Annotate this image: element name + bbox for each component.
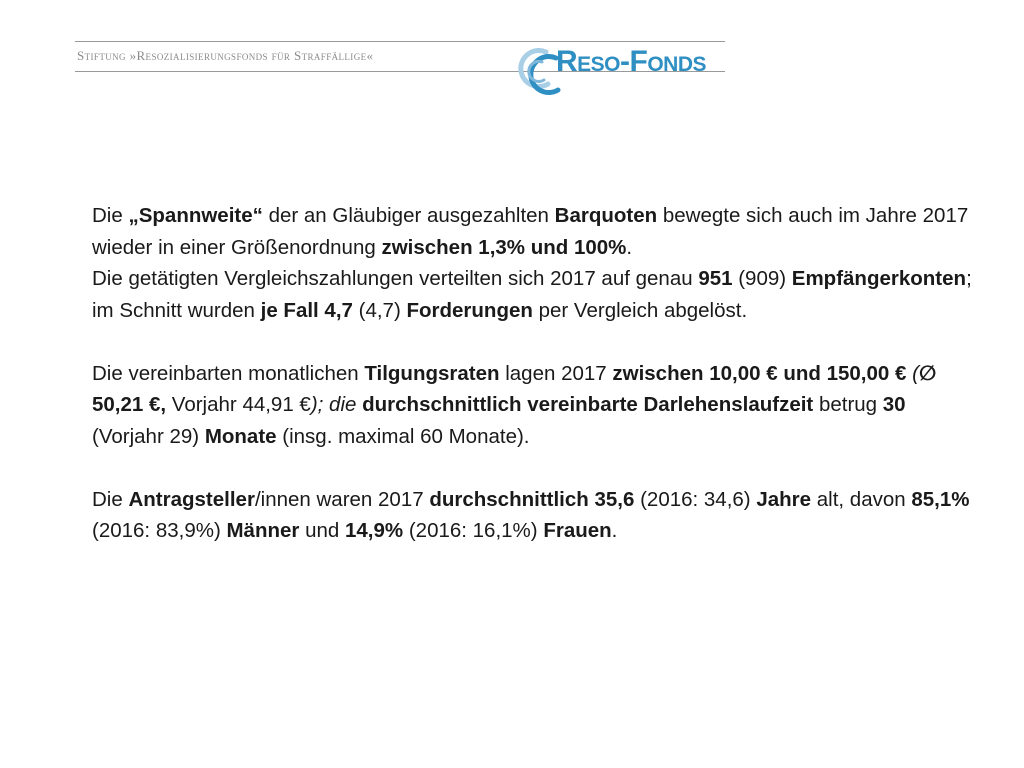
bold-text: Barquoten: [554, 204, 658, 227]
bold-text: Frauen: [543, 519, 612, 542]
text: (2016: 34,6): [634, 487, 757, 511]
paragraph-barquoten: [92, 200, 972, 263]
text: lagen 2017: [499, 361, 613, 385]
bold-text: 85,1%: [911, 487, 970, 511]
text: (: [906, 361, 919, 385]
text: Die: [92, 204, 129, 227]
paragraph-vergleichszahlungen: [92, 263, 972, 326]
bold-text: 50,21 €,: [92, 393, 167, 416]
text: bewegte sich auch im Jahre 2017 wieder in einer Größenordnung: [92, 204, 969, 259]
text: per Vergleich abgelöst.: [532, 298, 748, 322]
text: .: [611, 519, 618, 542]
logo-text: Reso-Fonds: [556, 45, 707, 78]
bold-text: Forderungen: [406, 298, 533, 322]
text: Vorjahr 44,91 €: [166, 393, 311, 416]
bold-text: zwischen 1,3% und 100%: [381, 235, 627, 259]
text: und: [299, 519, 345, 542]
bold-text: 14,9%: [345, 519, 404, 542]
bold-text: zwischen 10,00 € und 150,00 €: [612, 361, 907, 385]
bold-text: Empfängerkonten: [791, 267, 967, 290]
bold-text: Männer: [226, 519, 300, 542]
text: ); die: [310, 393, 363, 416]
text: (Vorjahr 29): [92, 424, 205, 448]
bold-text: je Fall 4,7: [260, 298, 353, 322]
paragraph-gap: [92, 326, 972, 358]
text: (4,7): [352, 298, 407, 322]
text: /innen waren 2017: [254, 487, 430, 511]
text: (909): [732, 267, 792, 290]
text: ; im Schnitt wurden: [92, 267, 972, 322]
text: (2016: 83,9%): [92, 519, 227, 542]
bold-text: Monate: [204, 424, 277, 448]
text: (2016: 16,1%): [403, 519, 544, 542]
reso-fonds-logo: [512, 38, 727, 100]
text: Die vereinbarten monatlichen: [92, 361, 365, 385]
slide-body: [92, 200, 972, 547]
text: (insg. maximal 60 Monate).: [276, 424, 530, 448]
bold-text: Jahre: [756, 487, 812, 511]
bold-text: durchschnittlich 35,6: [429, 487, 635, 511]
bold-text: 951: [698, 267, 733, 290]
text: der an Gläubiger ausgezahlten: [262, 204, 555, 227]
text: .: [626, 235, 633, 259]
bold-text: „Spannweite“: [128, 204, 263, 227]
average-symbol-icon: ∅: [918, 361, 937, 385]
text: betrug: [813, 393, 883, 416]
text: Die: [92, 487, 129, 511]
bold-text: durchschnittlich vereinbarte Darlehenslaufzeit: [362, 393, 814, 416]
foundation-name: Stiftung »Resozialisierungsfonds für Straffällige«: [77, 48, 374, 63]
paragraph-tilgungsraten: [92, 358, 972, 453]
bold-text: Tilgungsraten: [364, 361, 500, 385]
text: alt, davon: [811, 487, 912, 511]
text: Die getätigten Vergleichszahlungen verteilten sich 2017 auf genau: [92, 267, 699, 290]
paragraph-antragsteller: [92, 484, 972, 547]
bold-text: 30: [882, 393, 906, 416]
bold-text: Antragsteller: [128, 487, 255, 511]
paragraph-gap: [92, 452, 972, 484]
